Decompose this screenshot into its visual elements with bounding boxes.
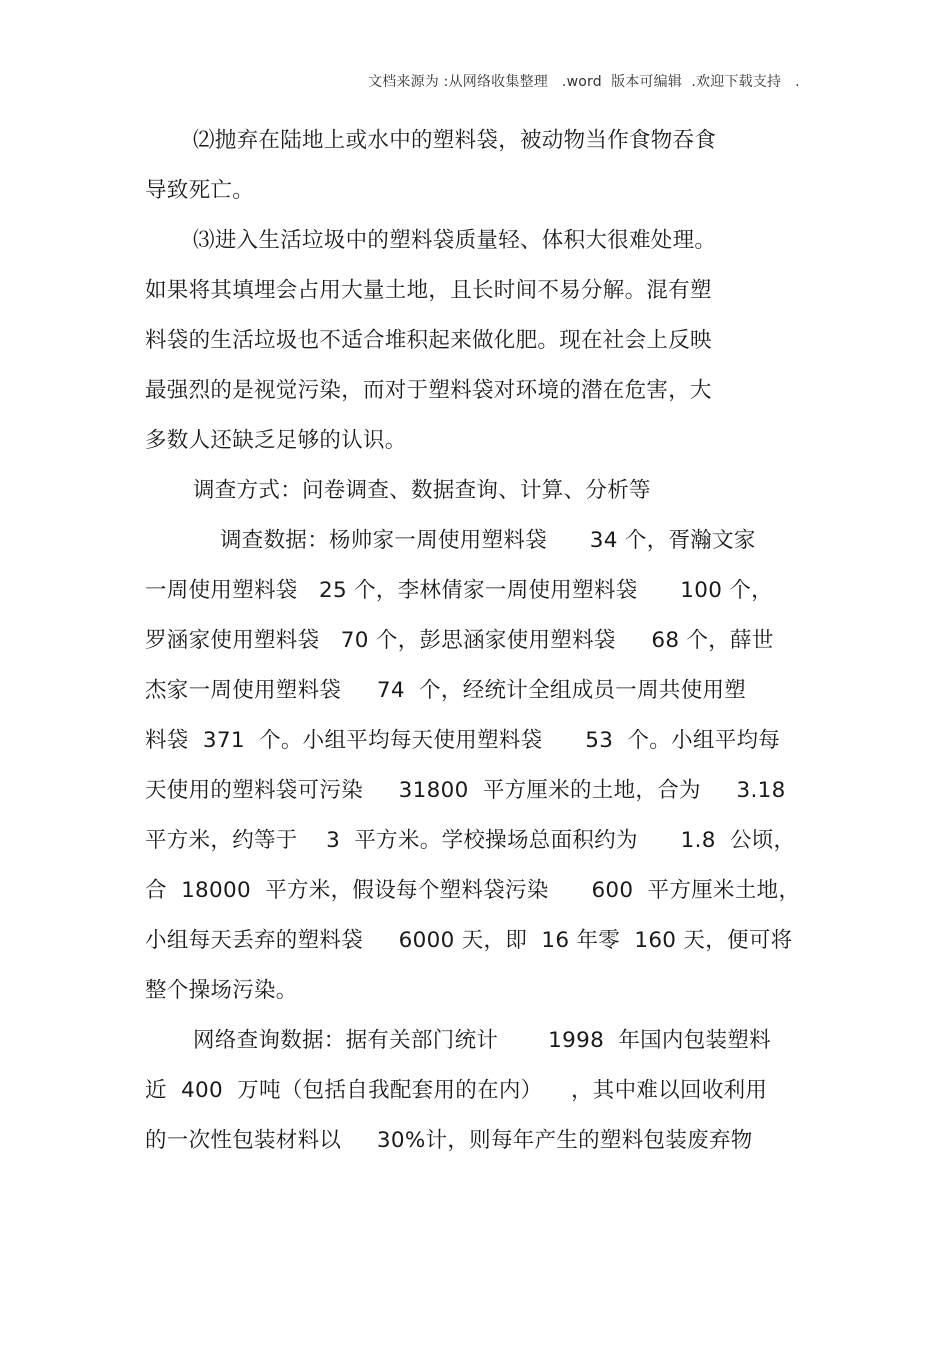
text-line: 如果将其填埋会占用大量土地，且长时间不易分解。混有塑 xyxy=(145,278,712,303)
text-line: 调查方式：问卷调查、数据查询、计算、分析等 xyxy=(193,478,651,503)
text-line: 网络查询数据：据有关部门统计 1998 年国内包装塑料 xyxy=(193,1028,771,1053)
text-line: 多数人还缺乏足够的认识。 xyxy=(145,428,407,453)
text-line: 天使用的塑料袋可污染 31800 平方厘米的土地，合为 3.18 xyxy=(145,778,786,803)
text-line: 罗涵家使用塑料袋 70 个，彭思涵家使用塑料袋 68 个，薛世 xyxy=(145,628,774,653)
text-line: ⑶进入生活垃圾中的塑料袋质量轻、体积大很难处理。 xyxy=(193,228,717,253)
text-line: 最强烈的是视觉污染，而对于塑料袋对环境的潜在危害，大 xyxy=(145,378,712,403)
text-line: 导致死亡。 xyxy=(145,178,255,203)
text-line: 料袋的生活垃圾也不适合堆积起来做化肥。现在社会上反映 xyxy=(145,328,712,353)
text-line: ⑵抛弃在陆地上或水中的塑料袋，被动物当作食物吞食 xyxy=(193,128,717,153)
page-header: 文档来源为 :从网络收集整理 .word 版本可编辑 .欢迎下载支持 . xyxy=(368,74,800,90)
text-line: 料袋 371 个。小组平均每天使用塑料袋 53 个。小组平均每 xyxy=(145,728,781,753)
text-line: 杰家一周使用塑料袋 74 个，经统计全组成员一周共使用塑 xyxy=(145,678,747,703)
text-line: 一周使用塑料袋 25 个，李林倩家一周使用塑料袋 100 个， xyxy=(145,578,773,603)
text-line: 小组每天丢弃的塑料袋 6000 天，即 16 年零 160 天，便可将 xyxy=(145,928,793,953)
text-line: 调查数据：杨帅家一周使用塑料袋 34 个，胥瀚文家 xyxy=(220,528,756,553)
text-line: 近 400 万吨（包括自我配套用的在内） ，其中难以回收利用 xyxy=(145,1078,768,1103)
text-line: 合 18000 平方米，假设每个塑料袋污染 600 平方厘米土地， xyxy=(145,878,801,903)
text-line: 整个操场污染。 xyxy=(145,978,298,1003)
text-line: 平方米，约等于 3 平方米。学校操场总面积约为 1.8 公顷， xyxy=(145,828,796,853)
text-line: 的一次性包装材料以 30%计，则每年产生的塑料包装废弃物 xyxy=(145,1128,753,1153)
